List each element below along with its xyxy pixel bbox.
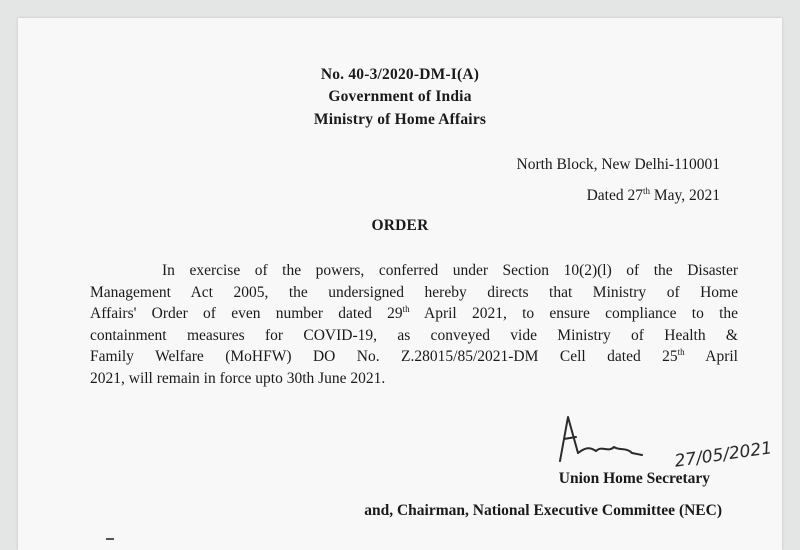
handwritten-date: 27/05/2021 bbox=[673, 438, 774, 472]
signatory-chairman: and, Chairman, National Executive Committee (NEC) bbox=[364, 502, 722, 519]
body-line: Family Welfare (MoHFW) DO No. Z.28015/85/2021-DM Cell dated 25th April bbox=[90, 346, 738, 365]
order-date: Dated 27th May, 2021 bbox=[586, 185, 720, 204]
body-line: Affairs' Order of even number dated 29th April 2021, to ensure compliance to the bbox=[90, 303, 739, 322]
ministry-name: Ministry of Home Affairs bbox=[313, 111, 487, 128]
government-name: Government of India bbox=[328, 88, 472, 105]
file-number: No. 40-3/2020-DM-I(A) bbox=[320, 66, 480, 83]
signatory-designation: Union Home Secretary bbox=[558, 470, 710, 487]
body-line: In exercise of the powers, conferred under Section 10(2)(l) of the Disaster bbox=[162, 262, 738, 279]
order-body bbox=[90, 260, 738, 389]
body-line: Management Act 2005, the undersigned hereby directs that Ministry of Home bbox=[90, 283, 738, 301]
handwritten-signature bbox=[556, 413, 786, 473]
document-page bbox=[18, 18, 782, 550]
body-line: 2021, will remain in force upto 30th June 2021. bbox=[90, 369, 386, 387]
order-heading: ORDER bbox=[371, 217, 429, 234]
body-line: containment measures for COVID-19, as conveyed vide Ministry of Health & bbox=[90, 326, 738, 344]
address-location: North Block, New Delhi-110001 bbox=[516, 156, 720, 173]
page-mark bbox=[106, 538, 114, 540]
